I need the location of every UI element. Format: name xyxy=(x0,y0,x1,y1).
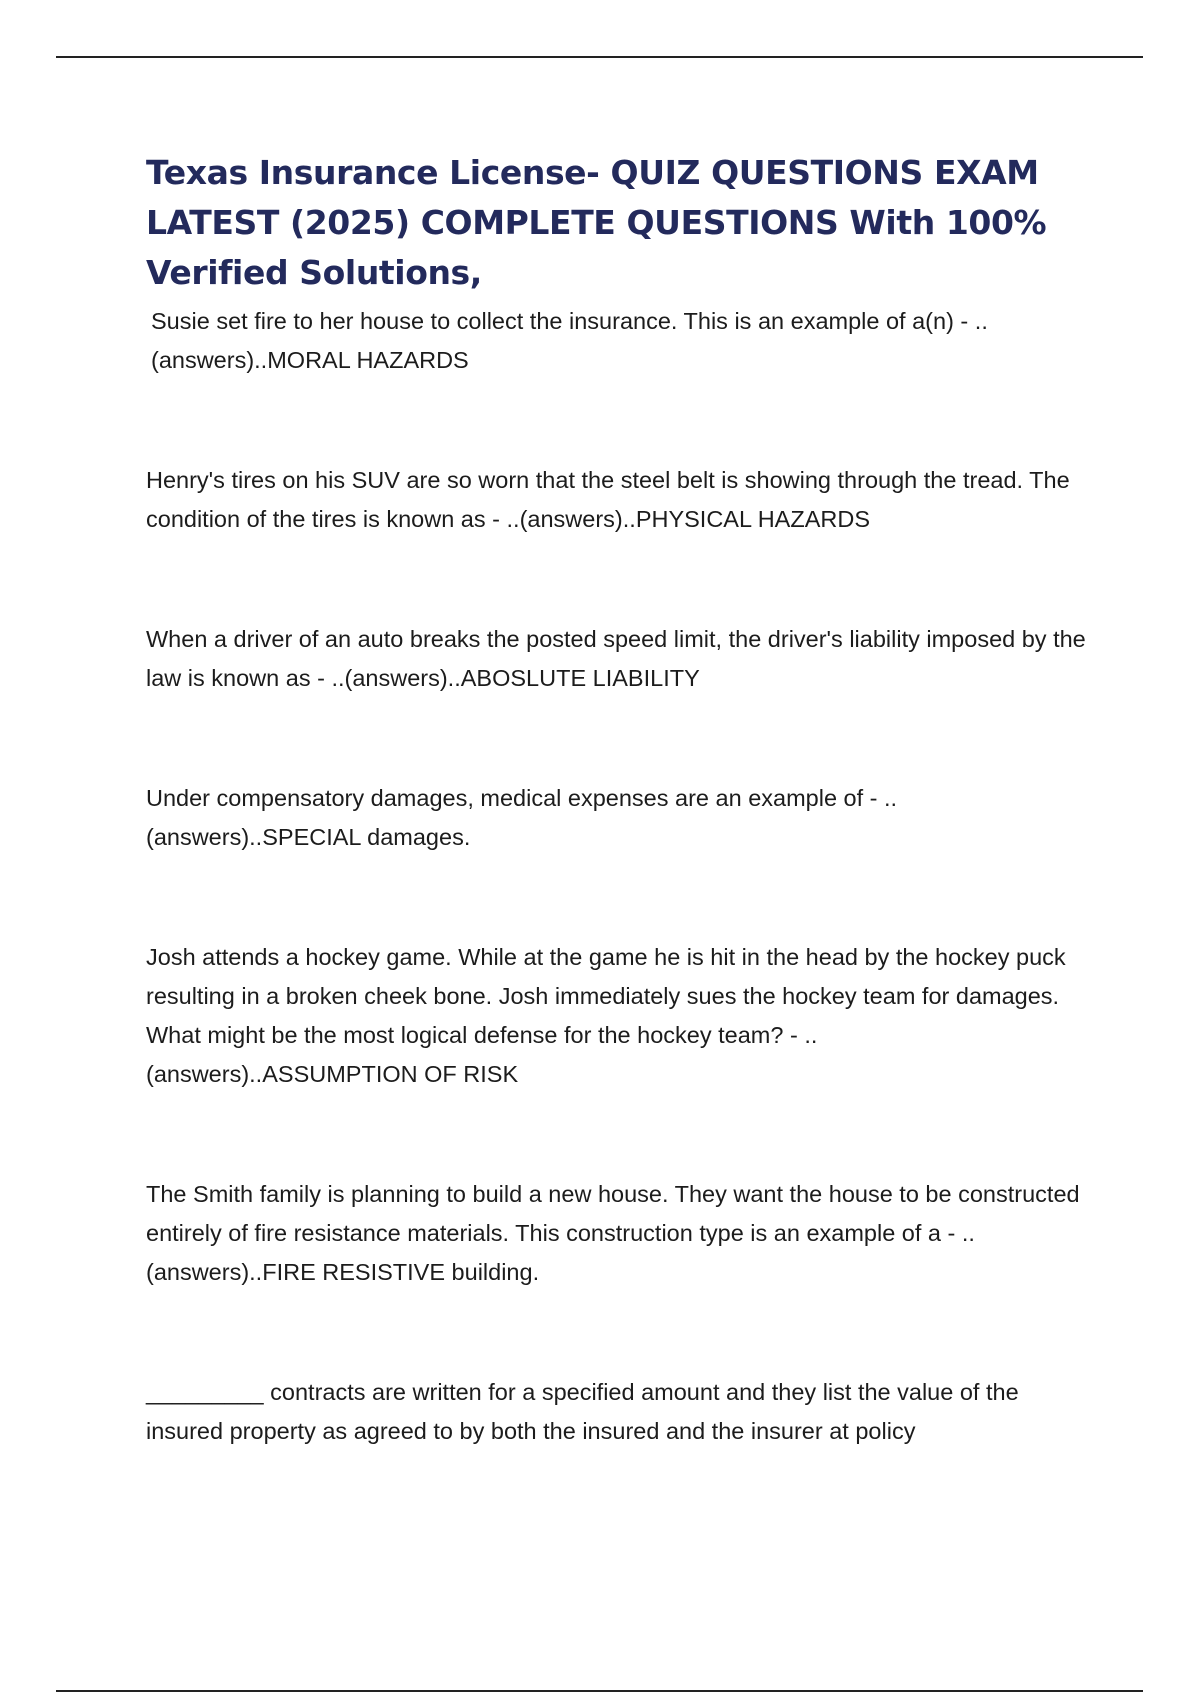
answer-text: PHYSICAL HAZARDS xyxy=(635,506,870,532)
qa-item-3 xyxy=(146,620,1086,698)
answer-text: SPECIAL damages. xyxy=(262,824,471,850)
answer-text: MORAL HAZARDS xyxy=(267,347,469,373)
qa-item-6 xyxy=(146,1175,1086,1292)
qa-item-7 xyxy=(146,1373,1086,1451)
qa-item-2 xyxy=(146,461,1086,539)
answer-separator: - ..(answers).. xyxy=(146,785,898,850)
question-text: Henry's tires on his SUV are so worn that the steel belt is showing through the tread. The condition of the tires is known as xyxy=(146,467,1070,532)
document-title: Texas Insurance License- QUIZ QUESTIONS EXAM LATEST (2025) COMPLETE QUESTIONS With 100% Verified Solutions, xyxy=(146,153,1047,292)
answer-text: FIRE RESISTIVE building. xyxy=(262,1259,540,1285)
qa-item-1 xyxy=(146,302,1086,380)
footer-rule xyxy=(56,1690,1143,1692)
question-text: When a driver of an auto breaks the posted speed limit, the driver's liability imposed by the law is known as xyxy=(146,626,1086,691)
answer-text: ABOSLUTE LIABILITY xyxy=(460,665,700,691)
question-text: The Smith family is planning to build a new house. They want the house to be constructed entirely of fire resistance materials. This construction type is an example of a xyxy=(146,1181,1080,1246)
question-text: Josh attends a hockey game. While at the game he is hit in the head by the hockey puck resulting in a broken cheek bone. Josh immediately sues the hockey team for damages. What might be the most logical defense for the hockey team? xyxy=(146,944,1066,1048)
answer-separator: - ..(answers).. xyxy=(151,308,988,373)
question-text: _________ contracts are written for a specified amount and they list the value of the insured property as agreed to by both the insured and the insurer at policy xyxy=(146,1379,1019,1444)
question-text: Under compensatory damages, medical expenses are an example of xyxy=(146,785,864,811)
qa-item-5 xyxy=(146,938,1086,1094)
question-text: Susie set fire to her house to collect the insurance. This is an example of a(n) xyxy=(151,308,954,334)
answer-separator: - ..(answers).. xyxy=(146,1220,975,1285)
header-rule xyxy=(56,56,1143,58)
answer-text: ASSUMPTION OF RISK xyxy=(262,1061,519,1087)
qa-item-4 xyxy=(146,779,1086,857)
answer-separator: - ..(answers).. xyxy=(310,665,461,691)
document-body xyxy=(146,148,1086,1451)
answer-separator: - ..(answers).. xyxy=(485,506,636,532)
answer-separator: - ..(answers).. xyxy=(146,1022,818,1087)
